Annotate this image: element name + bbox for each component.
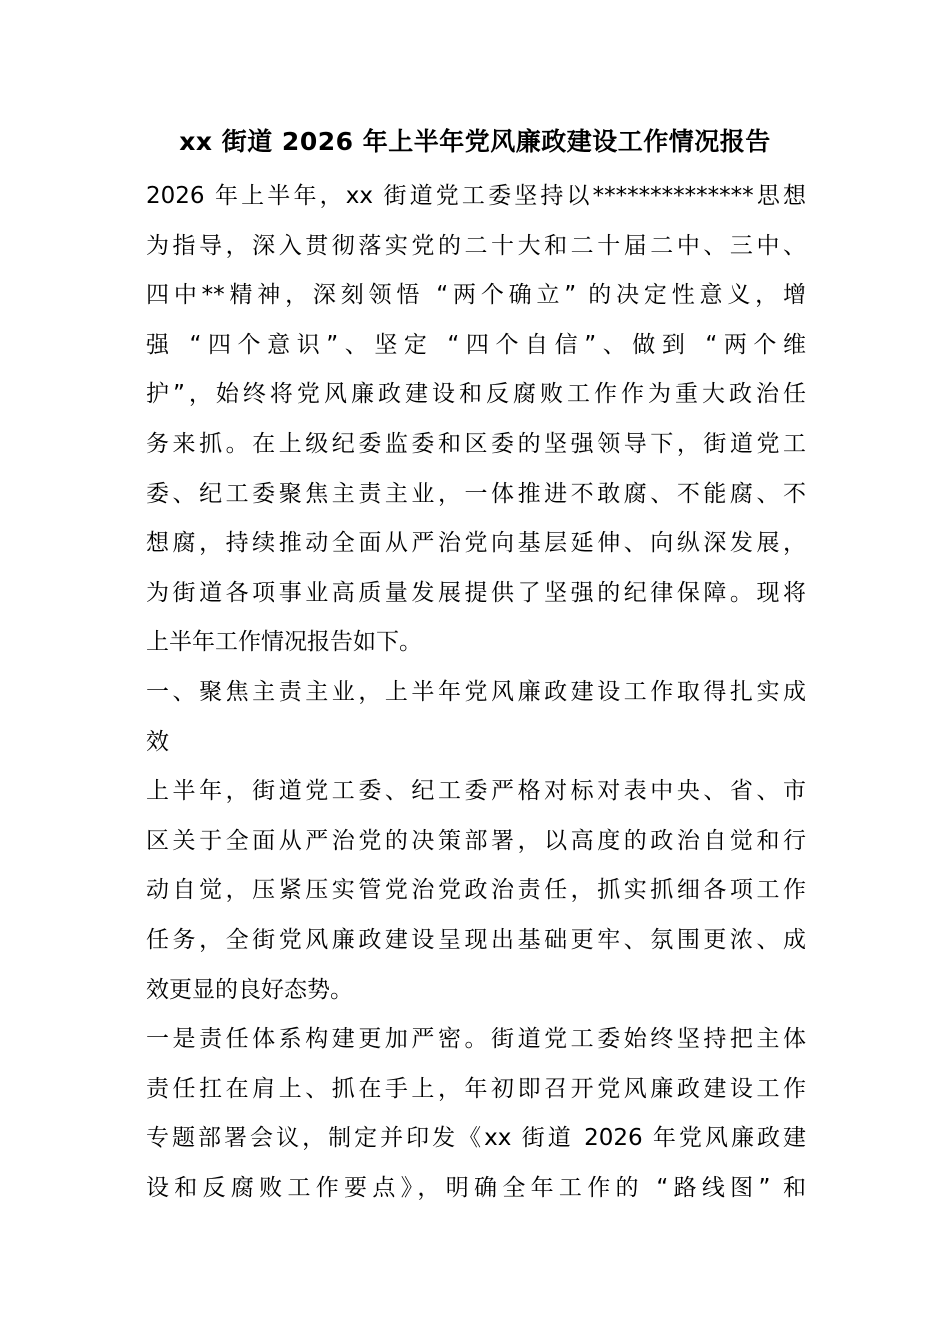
body-line: 上半年，街道党工委、纪工委严格对标对表中央、省、市 [146, 778, 806, 805]
body-line: 设和反腐败工作要点》，明确全年工作的 “路线图” 和 [146, 1174, 806, 1201]
body-line: 四中**精神，深刻领悟 “两个确立” 的决定性意义，增 [146, 282, 806, 309]
body-line: 上半年工作情况报告如下。 [146, 629, 422, 656]
body-line: 一、聚焦主责主业，上半年党风廉政建设工作取得扎实成 [146, 678, 806, 705]
document-body [146, 172, 806, 1213]
body-line: 责任扛在肩上、抓在手上，年初即召开党风廉政建设工作 [146, 1075, 806, 1102]
body-line: 专题部署会议，制定并印发《xx 街道 2026 年党风廉政建 [146, 1125, 806, 1152]
body-line: 任务，全街党风廉政建设呈现出基础更牢、氛围更浓、成 [146, 926, 806, 953]
body-line: 想腐，持续推动全面从严治党向基层延伸、向纵深发展， [146, 530, 806, 557]
body-line: 为街道各项事业高质量发展提供了坚强的纪律保障。现将 [146, 579, 806, 606]
body-line: 护”，始终将党风廉政建设和反腐败工作作为重大政治任 [146, 381, 806, 408]
body-line: 效更显的良好态势。 [146, 976, 353, 1003]
body-line: 务来抓。在上级纪委监委和区委的坚强领导下，街道党工 [146, 430, 806, 457]
body-line: 效 [146, 728, 169, 755]
body-line: 一是责任体系构建更加严密。街道党工委始终坚持把主体 [146, 1026, 806, 1053]
document-title: xx 街道 2026 年上半年党风廉政建设工作情况报告 [179, 127, 771, 156]
body-line: 为指导，深入贯彻落实党的二十大和二十届二中、三中、 [146, 232, 806, 259]
body-line: 委、纪工委聚焦主责主业，一体推进不敢腐、不能腐、不 [146, 480, 806, 507]
body-line: 强 “四个意识”、坚定 “四个自信”、做到 “两个维 [146, 331, 806, 358]
body-line: 2026 年上半年，xx 街道党工委坚持以**************思想 [146, 183, 806, 209]
body-line: 区关于全面从严治党的决策部署，以高度的政治自觉和行 [146, 827, 806, 854]
body-line: 动自觉，压紧压实管党治党政治责任，抓实抓细各项工作 [146, 877, 806, 904]
